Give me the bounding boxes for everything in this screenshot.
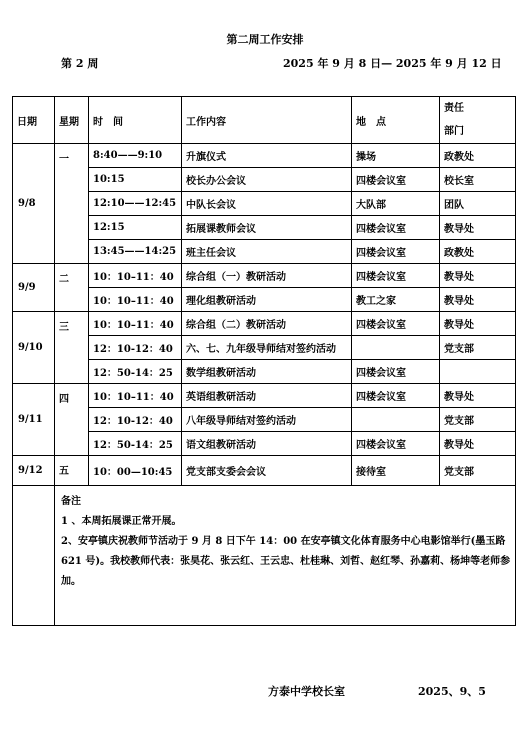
cell-place: 四楼会议室 — [352, 360, 440, 384]
cell-content: 综合组（一）教研活动 — [182, 264, 352, 288]
table-row — [13, 240, 516, 264]
date-range: 2025 年 9 月 8 日— 2025 年 9 月 12 日 — [283, 57, 502, 70]
header-dept-line1: 责任 — [444, 103, 464, 114]
cell-content: 语文组教研活动 — [182, 432, 352, 456]
cell-time: 12:15 — [89, 216, 182, 240]
table-row — [13, 384, 516, 408]
cell-time: 12：50-14：25 — [89, 432, 182, 456]
day-date: 9/9 — [13, 264, 55, 312]
cell-place: 四楼会议室 — [352, 384, 440, 408]
table-row — [13, 456, 516, 486]
cell-place: 四楼会议室 — [352, 264, 440, 288]
notes-row — [13, 486, 516, 626]
cell-place — [352, 336, 440, 360]
table-row — [13, 312, 516, 336]
cell-place: 接待室 — [352, 456, 440, 486]
footer-date: 2025、9、5 — [418, 685, 486, 698]
cell-content: 英语组教研活动 — [182, 384, 352, 408]
day-date: 9/11 — [13, 384, 55, 456]
cell-dept: 教导处 — [440, 288, 516, 312]
document-title: 第二周工作安排 — [226, 33, 304, 46]
table-header-row — [13, 97, 516, 144]
cell-place: 大队部 — [352, 192, 440, 216]
cell-dept: 政教处 — [440, 240, 516, 264]
day-weekday: 四 — [55, 384, 89, 456]
day-weekday: 一 — [55, 144, 89, 264]
day-date: 9/8 — [13, 144, 55, 264]
cell-dept: 团队 — [440, 192, 516, 216]
cell-time: 10：10–11：40 — [89, 288, 182, 312]
cell-place: 教工之家 — [352, 288, 440, 312]
table-row — [13, 216, 516, 240]
cell-content: 班主任会议 — [182, 240, 352, 264]
cell-dept: 教导处 — [440, 216, 516, 240]
cell-place: 四楼会议室 — [352, 168, 440, 192]
day-date: 9/10 — [13, 312, 55, 384]
cell-content: 校长办公会议 — [182, 168, 352, 192]
cell-dept: 党支部 — [440, 336, 516, 360]
cell-content: 六、七、九年级导师结对签约活动 — [182, 336, 352, 360]
cell-place: 四楼会议室 — [352, 240, 440, 264]
table-row — [13, 336, 516, 360]
day-weekday: 五 — [55, 456, 89, 486]
cell-dept: 党支部 — [440, 408, 516, 432]
cell-content: 数学组教研活动 — [182, 360, 352, 384]
cell-time: 12：10-12：40 — [89, 408, 182, 432]
cell-time: 10：10–11：40 — [89, 384, 182, 408]
schedule-table — [12, 96, 516, 626]
cell-dept: 教导处 — [440, 312, 516, 336]
header-weekday: 星期 — [55, 97, 89, 144]
cell-place: 四楼会议室 — [352, 312, 440, 336]
table-row — [13, 408, 516, 432]
cell-place: 四楼会议室 — [352, 216, 440, 240]
header-dept — [440, 97, 516, 144]
cell-dept: 教导处 — [440, 384, 516, 408]
cell-content: 八年级导师结对签约活动 — [182, 408, 352, 432]
header-content: 工作内容 — [182, 97, 352, 144]
cell-dept: 教导处 — [440, 264, 516, 288]
cell-time: 10：10–11：40 — [89, 264, 182, 288]
cell-time: 13:45——14:25 — [89, 240, 182, 264]
cell-content: 综合组（二）教研活动 — [182, 312, 352, 336]
header-place: 地 点 — [352, 97, 440, 144]
cell-dept: 教导处 — [440, 432, 516, 456]
table-row — [13, 432, 516, 456]
table-row — [13, 144, 516, 168]
cell-content: 升旗仪式 — [182, 144, 352, 168]
cell-time: 10：10–11：40 — [89, 312, 182, 336]
header-dept-line2: 部门 — [444, 126, 464, 137]
cell-time: 12：10-12：40 — [89, 336, 182, 360]
cell-place — [352, 408, 440, 432]
cell-time: 12：50-14：25 — [89, 360, 182, 384]
footer-org: 方泰中学校长室 — [268, 685, 345, 698]
cell-content: 中队长会议 — [182, 192, 352, 216]
table-row — [13, 360, 516, 384]
table-row — [13, 192, 516, 216]
cell-time: 10:15 — [89, 168, 182, 192]
cell-time: 8:40——9:10 — [89, 144, 182, 168]
day-weekday: 二 — [55, 264, 89, 312]
table-row — [13, 168, 516, 192]
note-item-2: 2、安亭镇庆祝教师节活动于 9 月 8 日下午 14：00 在安亭镇文化体育服务中心电影馆举行(墨玉路 621 号)。我校教师代表：张昊花、张云红、王云忠、杜桂琳、刘哲、赵红琴、孙嘉莉、杨坤等老师参加。 — [61, 536, 511, 587]
note-item-1: 1 、本周拓展课正常开展。 — [61, 516, 182, 527]
cell-time: 10：00—10:45 — [89, 456, 182, 486]
header-time: 时 间 — [89, 97, 182, 144]
cell-content: 拓展课教师会议 — [182, 216, 352, 240]
table-row — [13, 288, 516, 312]
cell-place: 四楼会议室 — [352, 432, 440, 456]
notes-cell — [55, 486, 516, 626]
day-date: 9/12 — [13, 456, 55, 486]
table-row — [13, 264, 516, 288]
header-date: 日期 — [13, 97, 55, 144]
cell-place: 操场 — [352, 144, 440, 168]
notes-blank-cell — [13, 486, 55, 626]
cell-dept: 政教处 — [440, 144, 516, 168]
cell-content: 党支部支委会会议 — [182, 456, 352, 486]
cell-dept: 校长室 — [440, 168, 516, 192]
week-label: 第 2 周 — [61, 57, 99, 70]
cell-dept: 党支部 — [440, 456, 516, 486]
cell-time: 12:10——12:45 — [89, 192, 182, 216]
cell-dept — [440, 360, 516, 384]
day-weekday: 三 — [55, 312, 89, 384]
cell-content: 理化组教研活动 — [182, 288, 352, 312]
notes-heading: 备注 — [61, 496, 81, 507]
